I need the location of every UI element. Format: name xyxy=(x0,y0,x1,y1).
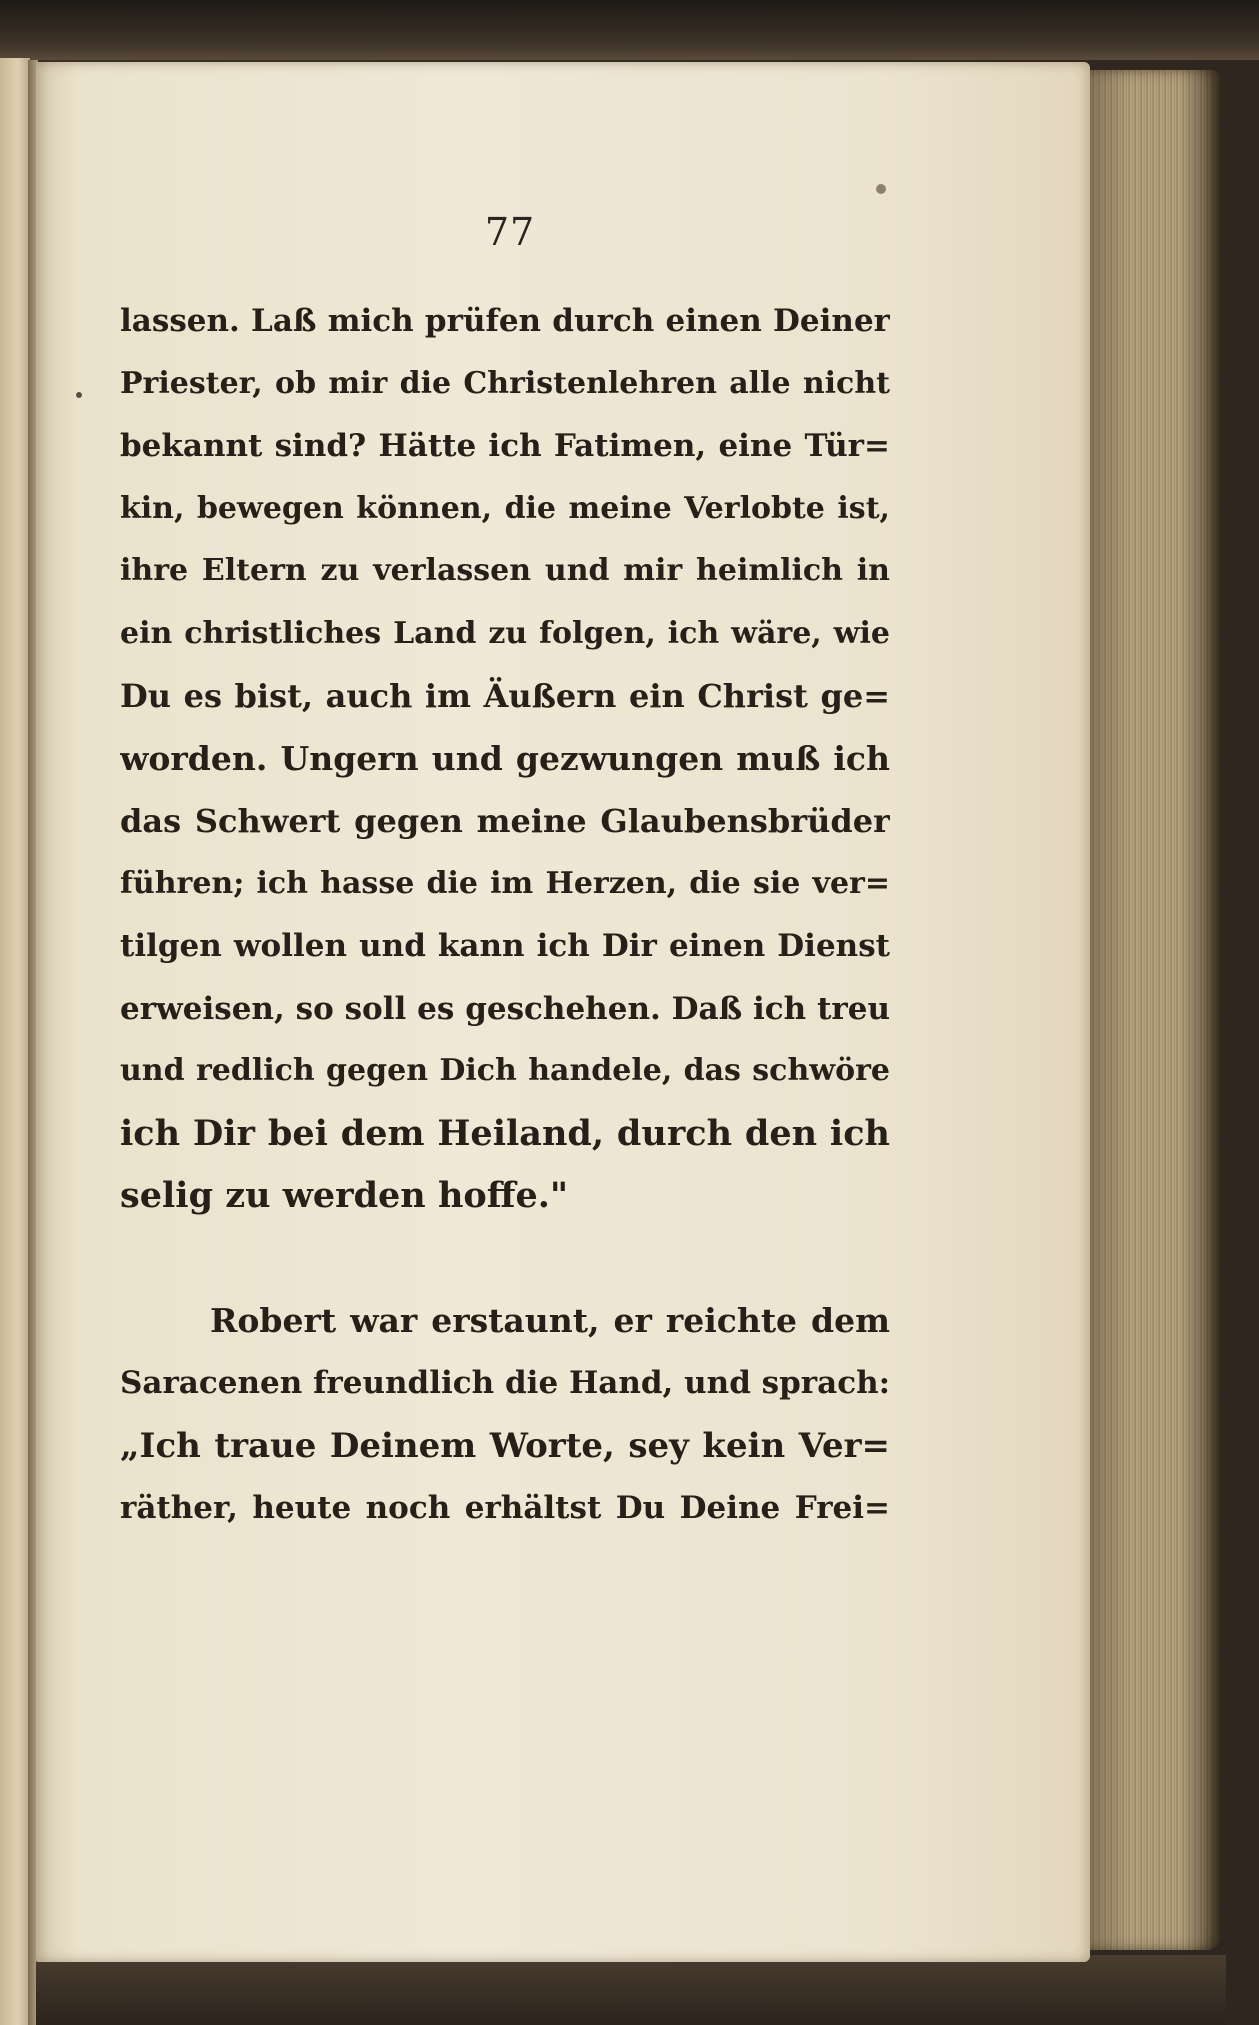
text-line: ihre Eltern zu verlassen und mir heimlich in xyxy=(120,553,890,588)
margin-mark xyxy=(76,392,82,398)
text-line: Priester, ob mir die Christenlehren alle nicht xyxy=(120,365,890,401)
book-top-edge xyxy=(0,0,1259,60)
facing-page-edge xyxy=(0,58,30,2025)
page-number: 77 xyxy=(484,210,536,254)
text-line: bekannt sind? Hätte ich Fatimen, eine Tür= xyxy=(120,428,890,464)
text-line: räther, heute noch erhältst Du Deine Frei= xyxy=(120,1490,890,1526)
text-line: das Schwert gegen meine Glaubensbrüder xyxy=(120,802,890,840)
text-line: tilgen wollen und kann ich Dir einen Dienst xyxy=(120,928,890,964)
paragraph-1 xyxy=(120,290,890,1228)
text-line: Saracenen freundlich die Hand, und sprach: xyxy=(120,1365,890,1401)
text-line: „Ich traue Deinem Worte, sey kein Ver= xyxy=(120,1425,890,1466)
text-line: selig zu werden hoffe." xyxy=(120,1175,569,1216)
text-line: ich Dir bei dem Heiland, durch den ich xyxy=(120,1112,890,1154)
paragraph-gap xyxy=(120,1228,890,1290)
text-line: Robert war erstaunt, er reichte dem xyxy=(210,1300,890,1340)
text-line: führen; ich hasse die im Herzen, die sie ver= xyxy=(120,865,890,901)
paragraph-2 xyxy=(120,1290,890,1540)
text-line: worden. Ungern und gezwungen muß ich xyxy=(120,738,890,778)
text-line: Du es bist, auch im Äußern ein Christ ge= xyxy=(120,677,890,715)
text-line: kin, bewegen können, die meine Verlobte ist, xyxy=(120,490,890,526)
paper-spot xyxy=(876,184,886,194)
page-block-shadow xyxy=(1090,70,1220,1950)
page-text xyxy=(120,290,890,1540)
text-line: lassen. Laß mich prüfen durch einen Deiner xyxy=(120,303,890,339)
book-bottom-edge xyxy=(36,1955,1226,2025)
text-line: ein christliches Land zu folgen, ich wäre, wie xyxy=(120,615,890,651)
text-line: und redlich gegen Dich handele, das schwöre xyxy=(120,1053,890,1088)
text-line: erweisen, so soll es geschehen. Daß ich treu xyxy=(120,990,890,1027)
